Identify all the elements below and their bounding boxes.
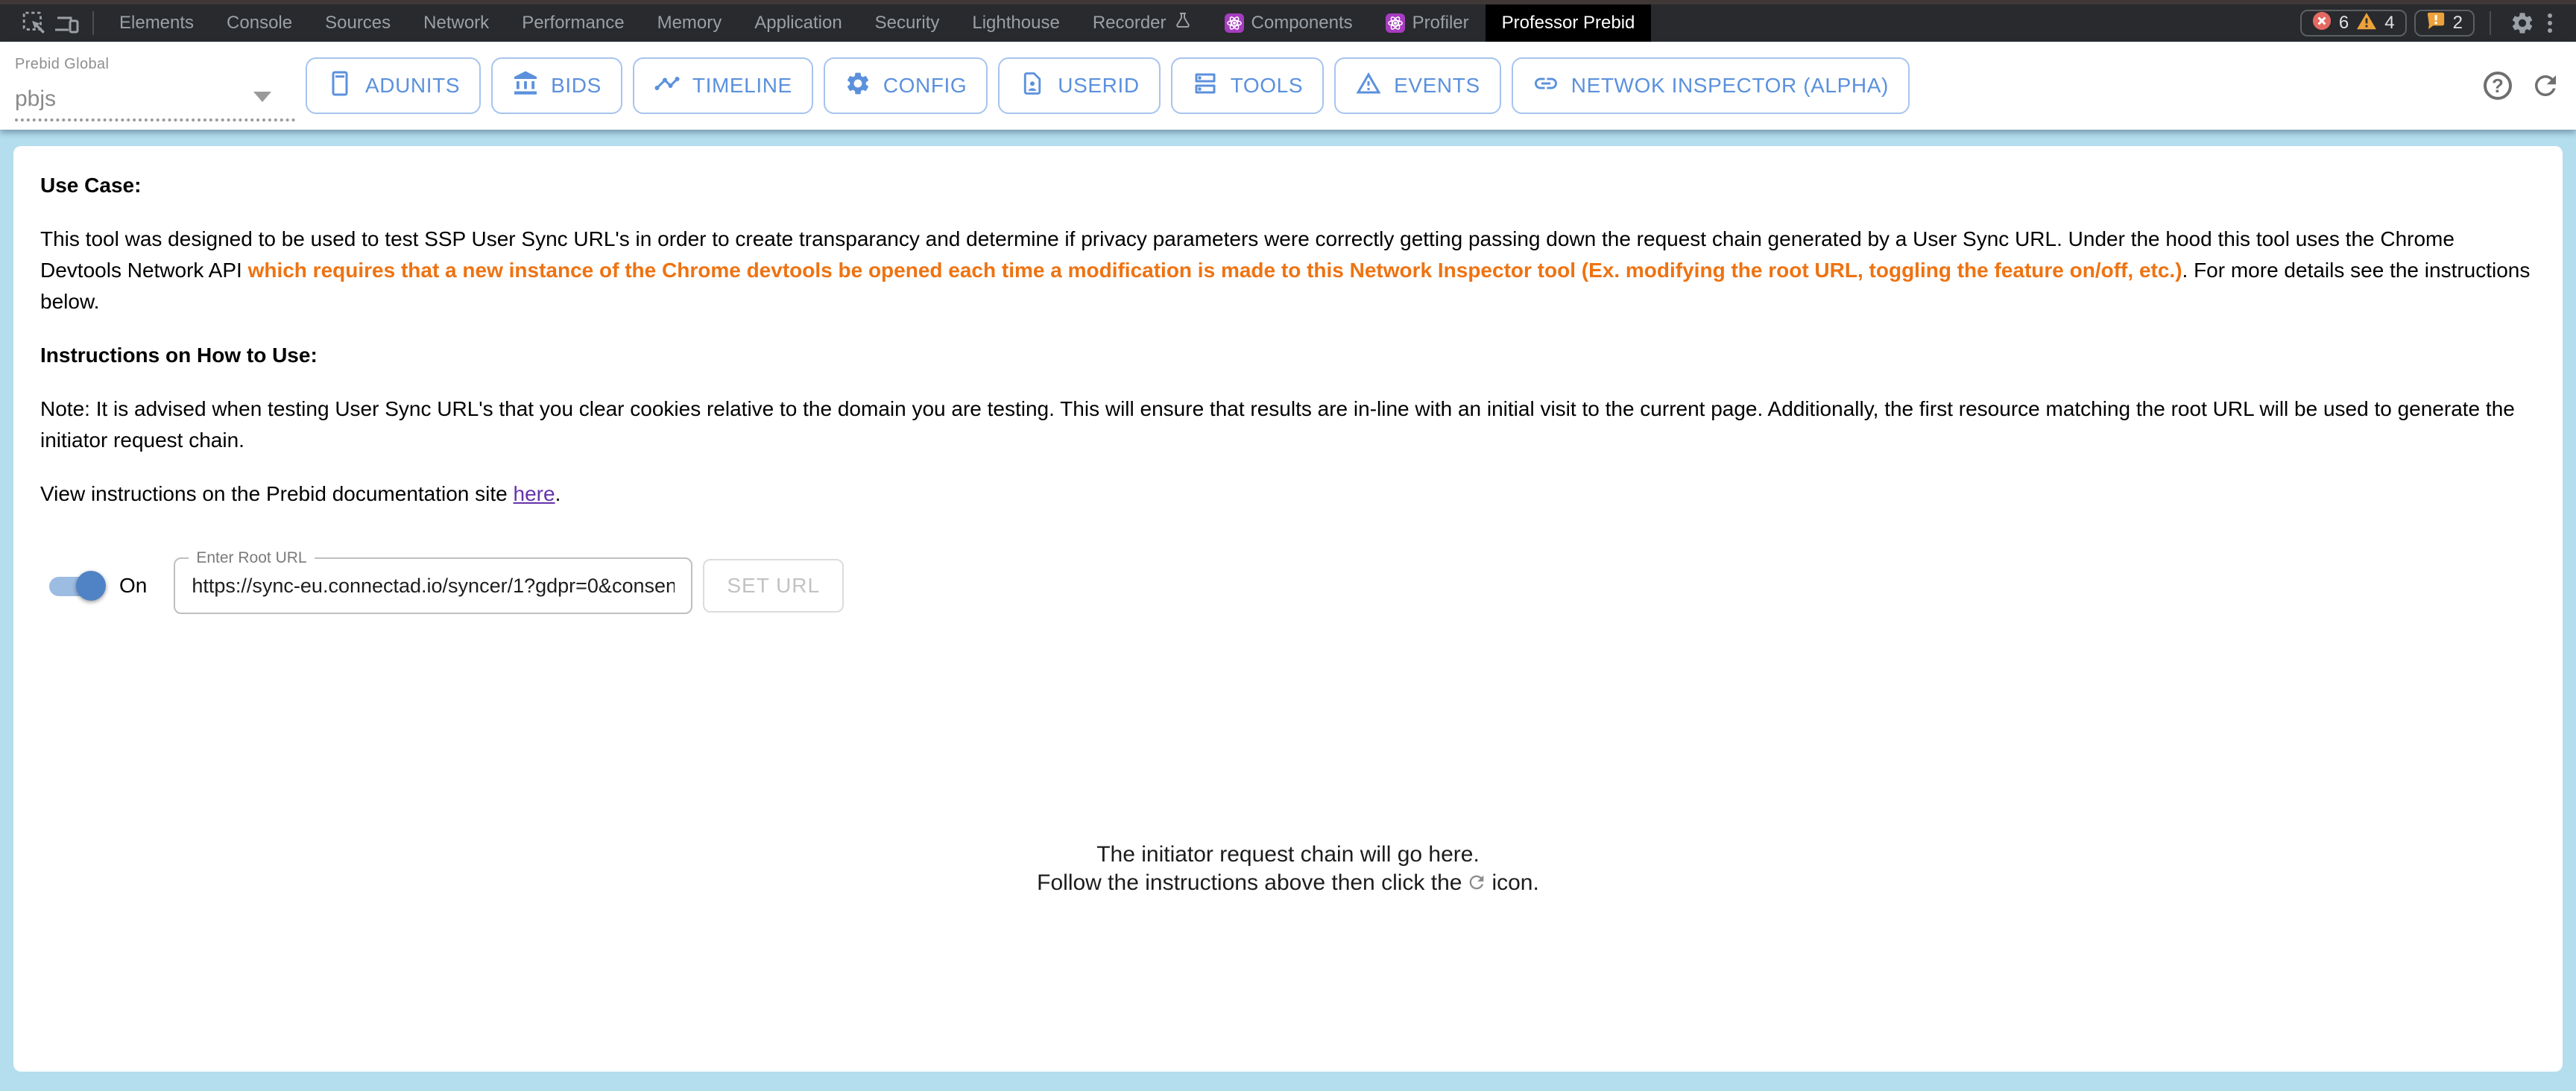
userid-button[interactable]: USERID — [998, 57, 1160, 114]
network-inspector-panel — [13, 146, 2563, 1072]
tab-memory[interactable]: Memory — [657, 13, 722, 33]
set-url-button[interactable]: SET URL — [703, 559, 844, 613]
url-config-row — [40, 549, 2536, 614]
instructions-heading: Instructions on How to Use: — [40, 344, 318, 367]
empty-state-line1: The initiator request chain will go here. — [1096, 842, 1480, 867]
config-button[interactable]: CONFIG — [824, 57, 988, 114]
nav-buttons — [306, 57, 1910, 114]
network-inspector-button[interactable]: NETWOK INSPECTOR (ALPHA) — [1512, 57, 1910, 114]
tab-professor-prebid[interactable]: Professor Prebid — [1486, 4, 1652, 42]
tabbar-right-divider — [2490, 11, 2491, 35]
error-icon — [2312, 11, 2332, 36]
tab-console[interactable]: Console — [227, 13, 293, 33]
issues-badge[interactable] — [2414, 10, 2475, 37]
select-underline — [15, 118, 295, 121]
contact-page-icon — [1019, 70, 1046, 102]
flask-icon — [1174, 11, 1192, 36]
react-icon — [1225, 13, 1244, 33]
help-icon[interactable]: ? — [2484, 72, 2512, 100]
root-url-label: Enter Root URL — [189, 548, 314, 568]
tabbar-divider — [92, 11, 94, 35]
tab-network[interactable]: Network — [423, 13, 490, 33]
prebid-toolbar — [0, 42, 2576, 130]
prebid-global-select[interactable] — [15, 56, 283, 124]
bids-button[interactable]: BIDS — [491, 57, 622, 114]
tools-button[interactable]: TOOLS — [1171, 57, 1324, 114]
root-url-field — [174, 549, 692, 614]
link-icon — [1532, 70, 1559, 102]
tab-elements[interactable]: Elements — [119, 13, 195, 33]
ad-units-icon — [326, 70, 353, 102]
empty-state-message — [40, 841, 2536, 900]
warning-count: 4 — [2384, 13, 2395, 33]
tab-application[interactable]: Application — [754, 13, 842, 33]
use-case-paragraph: This tool was designed to be used to test SSP User Sync URL's in order to create transparancy and determine if privacy parameters were correctly getting passing down the request chain generated by a User Sync URL. Under the hood this tool uses the Chrome Devtools Network API which requires that a new instance of the Chrome devtools be opened each time a modification is made to this Network Inspector tool (Ex. modifying the root URL, toggling the feature on/off, etc.). For more details see the instructions below. — [40, 227, 2531, 313]
refresh-icon[interactable] — [2530, 70, 2561, 101]
tab-profiler[interactable]: Profiler — [1369, 4, 1486, 42]
timeline-button[interactable]: TIMELINE — [633, 57, 813, 114]
documentation-link[interactable]: here — [513, 482, 555, 505]
empty-state-line2: Follow the instructions above then click the icon. — [40, 869, 2536, 900]
content-background — [0, 130, 2576, 1091]
tab-lighthouse[interactable]: Lighthouse — [972, 13, 1060, 33]
toggle-knob — [76, 571, 106, 601]
adunits-button[interactable]: ADUNITS — [306, 57, 481, 114]
refresh-icon — [1466, 873, 1487, 898]
tab-components[interactable]: Components — [1208, 4, 1369, 42]
warning-icon — [2356, 11, 2377, 36]
react-icon — [1386, 13, 1405, 33]
more-options-icon[interactable] — [2539, 13, 2561, 33]
view-instructions-paragraph: View instructions on the Prebid documentation site here. — [40, 482, 561, 505]
prebid-global-label: Prebid Global — [15, 56, 110, 72]
bank-icon — [512, 70, 539, 102]
devtools-tabbar — [0, 4, 2576, 42]
timeline-icon — [654, 70, 681, 102]
chevron-down-icon — [253, 92, 271, 102]
issue-chat-icon — [2426, 11, 2446, 36]
settings-gear-icon[interactable] — [2506, 4, 2539, 42]
feature-toggle[interactable] — [43, 566, 109, 605]
tab-performance[interactable]: Performance — [522, 13, 625, 33]
dns-icon — [1192, 70, 1219, 102]
warning-outline-icon — [1355, 70, 1382, 102]
gear-icon — [845, 70, 871, 102]
toggle-state-label: On — [119, 574, 148, 597]
use-case-highlight: which requires that a new instance of the Chrome devtools be opened each time a modification is made to this Network Inspector tool (Ex. modifying the root URL, toggling the feature on/off, etc.) — [247, 259, 2182, 282]
issue-count: 2 — [2452, 13, 2463, 33]
errors-warnings-badge[interactable] — [2300, 10, 2407, 37]
tab-security[interactable]: Security — [874, 13, 940, 33]
error-count: 6 — [2338, 13, 2349, 33]
tab-recorder[interactable]: Recorder — [1076, 4, 1208, 42]
tab-sources[interactable]: Sources — [325, 13, 391, 33]
inspect-element-icon[interactable] — [18, 4, 51, 42]
note-paragraph: Note: It is advised when testing User Sync URL's that you clear cookies relative to the domain you are testing. This will ensure that results are in-line with an initial visit to the current page. Additionally, the first resource matching the root URL will be used to generate the initiator request chain. — [40, 397, 2515, 452]
events-button[interactable]: EVENTS — [1334, 57, 1501, 114]
prebid-global-value: pbjs — [15, 86, 57, 111]
device-toolbar-icon[interactable] — [51, 4, 83, 42]
use-case-heading: Use Case: — [40, 174, 142, 197]
